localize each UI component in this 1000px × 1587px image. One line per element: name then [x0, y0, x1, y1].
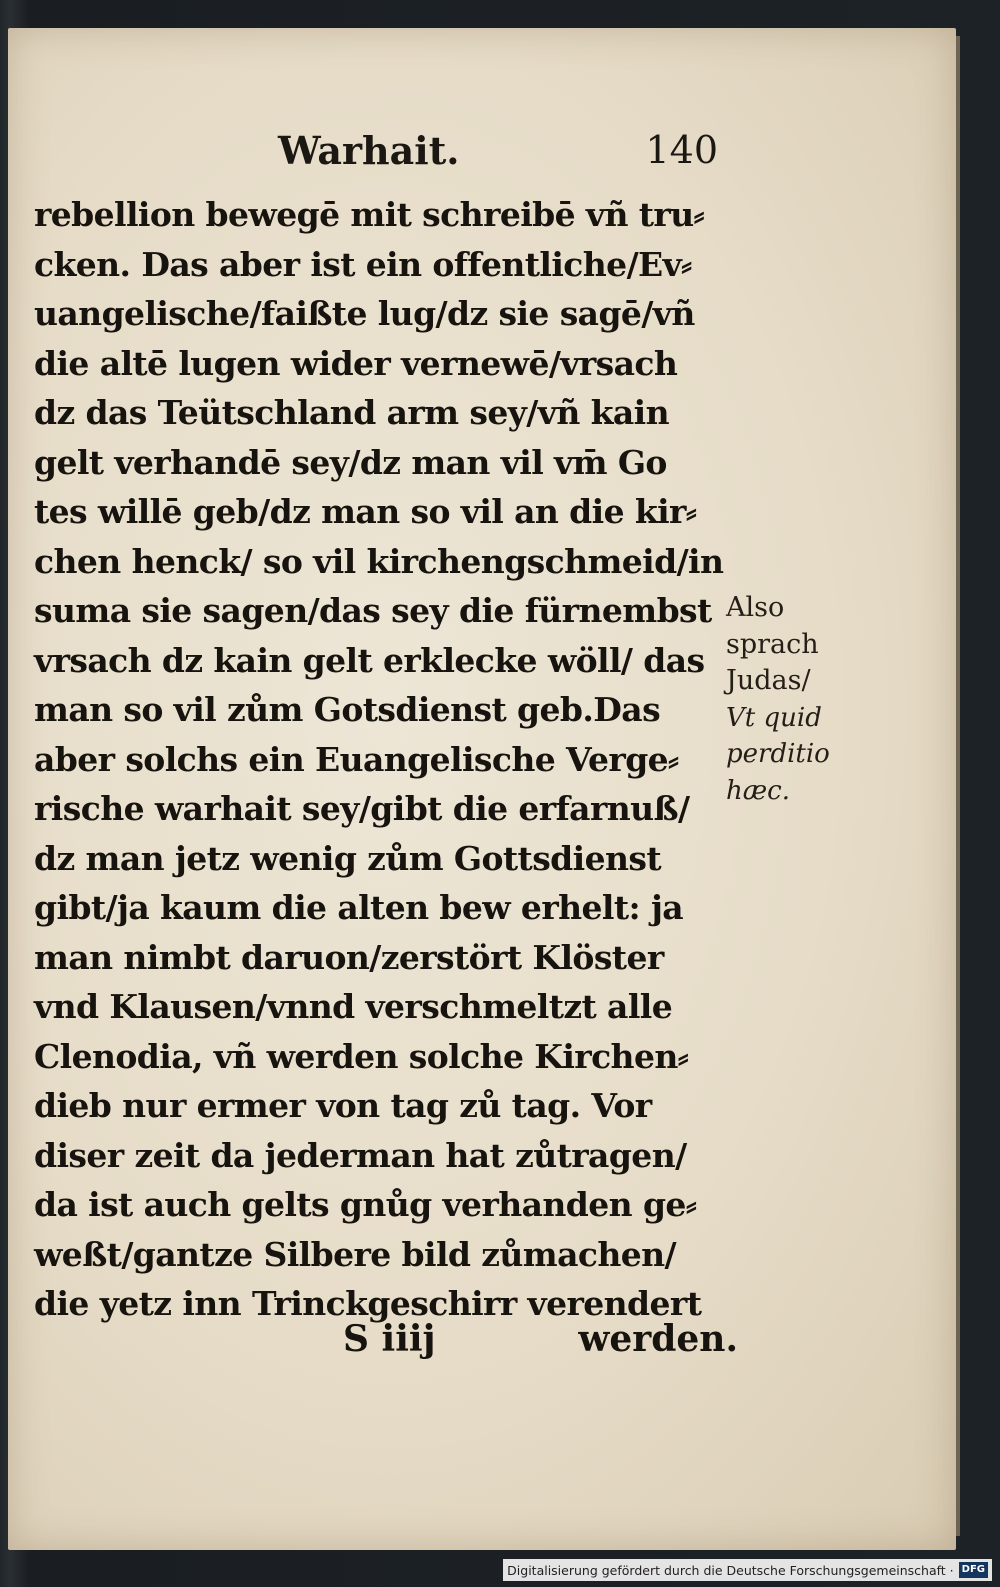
marginal-line: Also: [726, 592, 785, 623]
catchword: werden.: [578, 1318, 738, 1360]
text-line: weßt/gantze Silbere bild zůmachen/: [34, 1234, 677, 1274]
digitization-credit: [503, 1559, 992, 1581]
text-line: dz das Teütschland arm sey/vñ kain: [34, 393, 669, 432]
text-line: da ist auch gelts gnůg verhanden ge⸗: [34, 1185, 697, 1224]
book-page: [8, 28, 956, 1550]
marginal-line: sprach: [726, 628, 819, 660]
text-line: dz man jetz wenig zům Gottsdienst: [34, 838, 662, 878]
text-line: chen henck/ so vil kirchengschmeid/in: [34, 541, 724, 581]
page-number: 140: [645, 128, 718, 172]
page-header: [278, 128, 718, 188]
text-line: die yetz inn Trinckgeschirr verendert: [34, 1284, 702, 1323]
marginal-line: Judas/: [726, 665, 811, 696]
text-line: rische warhait sey/gibt die erfarnuß/: [34, 789, 690, 828]
marginal-line: hæc.: [726, 775, 791, 806]
text-line: cken. Das aber ist ein offentliche/Ev⸗: [34, 244, 692, 284]
text-line: rebellion bewegē mit schreibē vñ tru⸗: [34, 195, 704, 234]
text-line: gelt verhandē sey/dz man vil vm̄ Go: [34, 442, 667, 482]
marginal-note: [726, 590, 856, 809]
body-text: [34, 190, 724, 1329]
text-line: man nimbt daruon/zerstört Klöster: [34, 937, 664, 977]
catch-line: [8, 1318, 738, 1368]
text-line: uangelische/faißte lug/dz sie sagē/vñ: [34, 294, 695, 333]
text-line: vnd Klausen/vnnd verschmeltzt alle: [34, 987, 673, 1026]
text-line: gibt/ja kaum die alten bew erhelt: ja: [34, 888, 684, 927]
text-line: diser zeit da jederman hat zůtragen/: [34, 1135, 687, 1175]
text-line: suma sie sagen/das sey die fürnembst: [34, 591, 712, 630]
text-line: man so vil zům Gotsdienst geb.Das: [34, 690, 661, 729]
signature-mark: S iiij: [343, 1318, 436, 1360]
text-line: Clenodia, vñ werden solche Kirchen⸗: [34, 1036, 689, 1076]
text-line: aber solchs ein Euangelische Verge⸗: [34, 739, 679, 779]
credit-text: Digitalisierung gefördert durch die Deutsche Forschungsgemeinschaft ·: [507, 1562, 954, 1578]
dfg-logo: DFG: [959, 1562, 988, 1578]
running-head: Warhait.: [278, 128, 460, 173]
text-line: dieb nur ermer von tag zů tag. Vor: [34, 1086, 652, 1125]
text-line: tes willē geb/dz man so vil an die kir⸗: [34, 492, 697, 531]
text-line: vrsach dz kain gelt erklecke wöll/ das: [34, 640, 705, 680]
text-line: die altē lugen wider vernewē/vrsach: [34, 343, 678, 383]
marginal-line: perditio: [726, 739, 830, 769]
marginal-line: Vt quid: [726, 702, 822, 733]
